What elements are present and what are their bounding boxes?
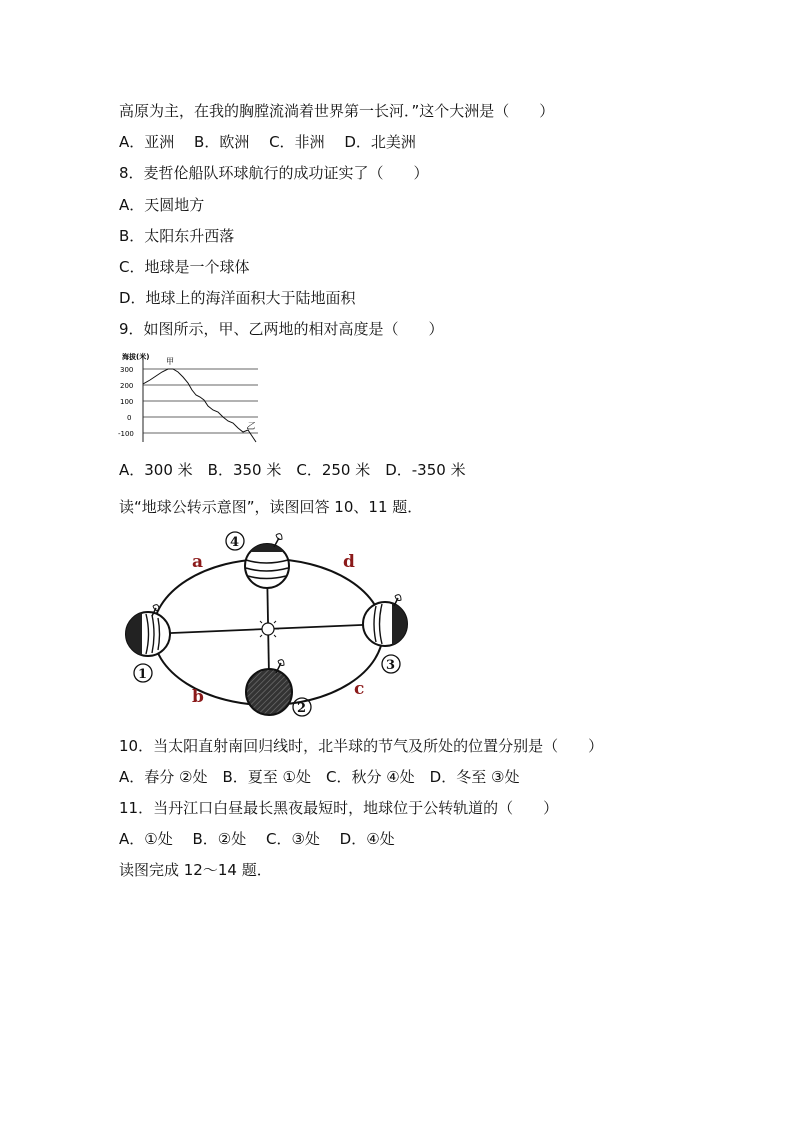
question-11-options: A．①处 B．②处 C．③处 D．④处	[119, 830, 395, 848]
elevation-profile-figure	[118, 350, 268, 446]
question-10-options: A．春分 ②处 B．夏至 ①处 C．秋分 ④处 D．冬至 ③处	[119, 768, 520, 786]
tick-200: 200	[120, 382, 134, 390]
segment-a-label: a	[192, 552, 204, 572]
segment-d-label: d	[343, 552, 355, 572]
tick-minus-100: -100	[118, 430, 134, 438]
tick-0: 0	[127, 414, 132, 422]
terrain-profile-line	[143, 369, 256, 442]
segment-c-label: c	[354, 679, 365, 699]
position-1-label: 1	[138, 667, 148, 682]
question-9-options: A．300 米 B．350 米 C．250 米 D．-350 米	[119, 461, 466, 479]
segment-b-label: b	[192, 687, 204, 707]
position-4-label: 4	[230, 535, 240, 550]
question-9-stem: 9．如图所示，甲、乙两地的相对高度是（ ）	[119, 320, 444, 338]
earth-position-4-icon	[245, 534, 289, 588]
earth-position-3-icon	[363, 595, 408, 646]
point-yi-label: 乙	[246, 422, 256, 432]
profile-ylabel: 海拔(米)	[122, 353, 150, 361]
reading-instruction-12-14: 读图完成 12～14 题．	[119, 861, 272, 879]
question-8-option-a: A．天圆地方	[119, 196, 205, 214]
question-8-option-c: C．地球是一个球体	[119, 258, 250, 276]
question-8-stem: 8．麦哲伦船队环球航行的成功证实了（ ）	[119, 164, 429, 182]
question-8-option-b: B．太阳东升西落	[119, 227, 235, 245]
question-7-options: A．亚洲 B．欧洲 C．非洲 D．北美洲	[119, 133, 416, 151]
position-2-label: 2	[297, 701, 307, 716]
point-jia-label: 甲	[166, 357, 174, 366]
question-10-stem: 10．当太阳直射南回归线时，北半球的节气及所处的位置分别是（ ）	[119, 737, 604, 755]
position-3-label: 3	[386, 658, 396, 673]
question-11-stem: 11．当丹江口白昼最长黑夜最短时，地球位于公转轨道的（ ）	[119, 799, 559, 817]
reading-instruction-10-11: 读“地球公转示意图”，读图回答 10、11 题．	[119, 498, 423, 516]
tick-300: 300	[120, 366, 134, 374]
tick-100: 100	[120, 398, 134, 406]
question-7-stem-end: 高原为主，在我的胸膛流淌着世界第一长河．”这个大洲是（ ）	[119, 102, 555, 120]
question-8-option-d: D．地球上的海洋面积大于陆地面积	[119, 289, 356, 307]
earth-position-1-icon	[126, 605, 170, 656]
earth-revolution-diagram	[118, 526, 418, 726]
